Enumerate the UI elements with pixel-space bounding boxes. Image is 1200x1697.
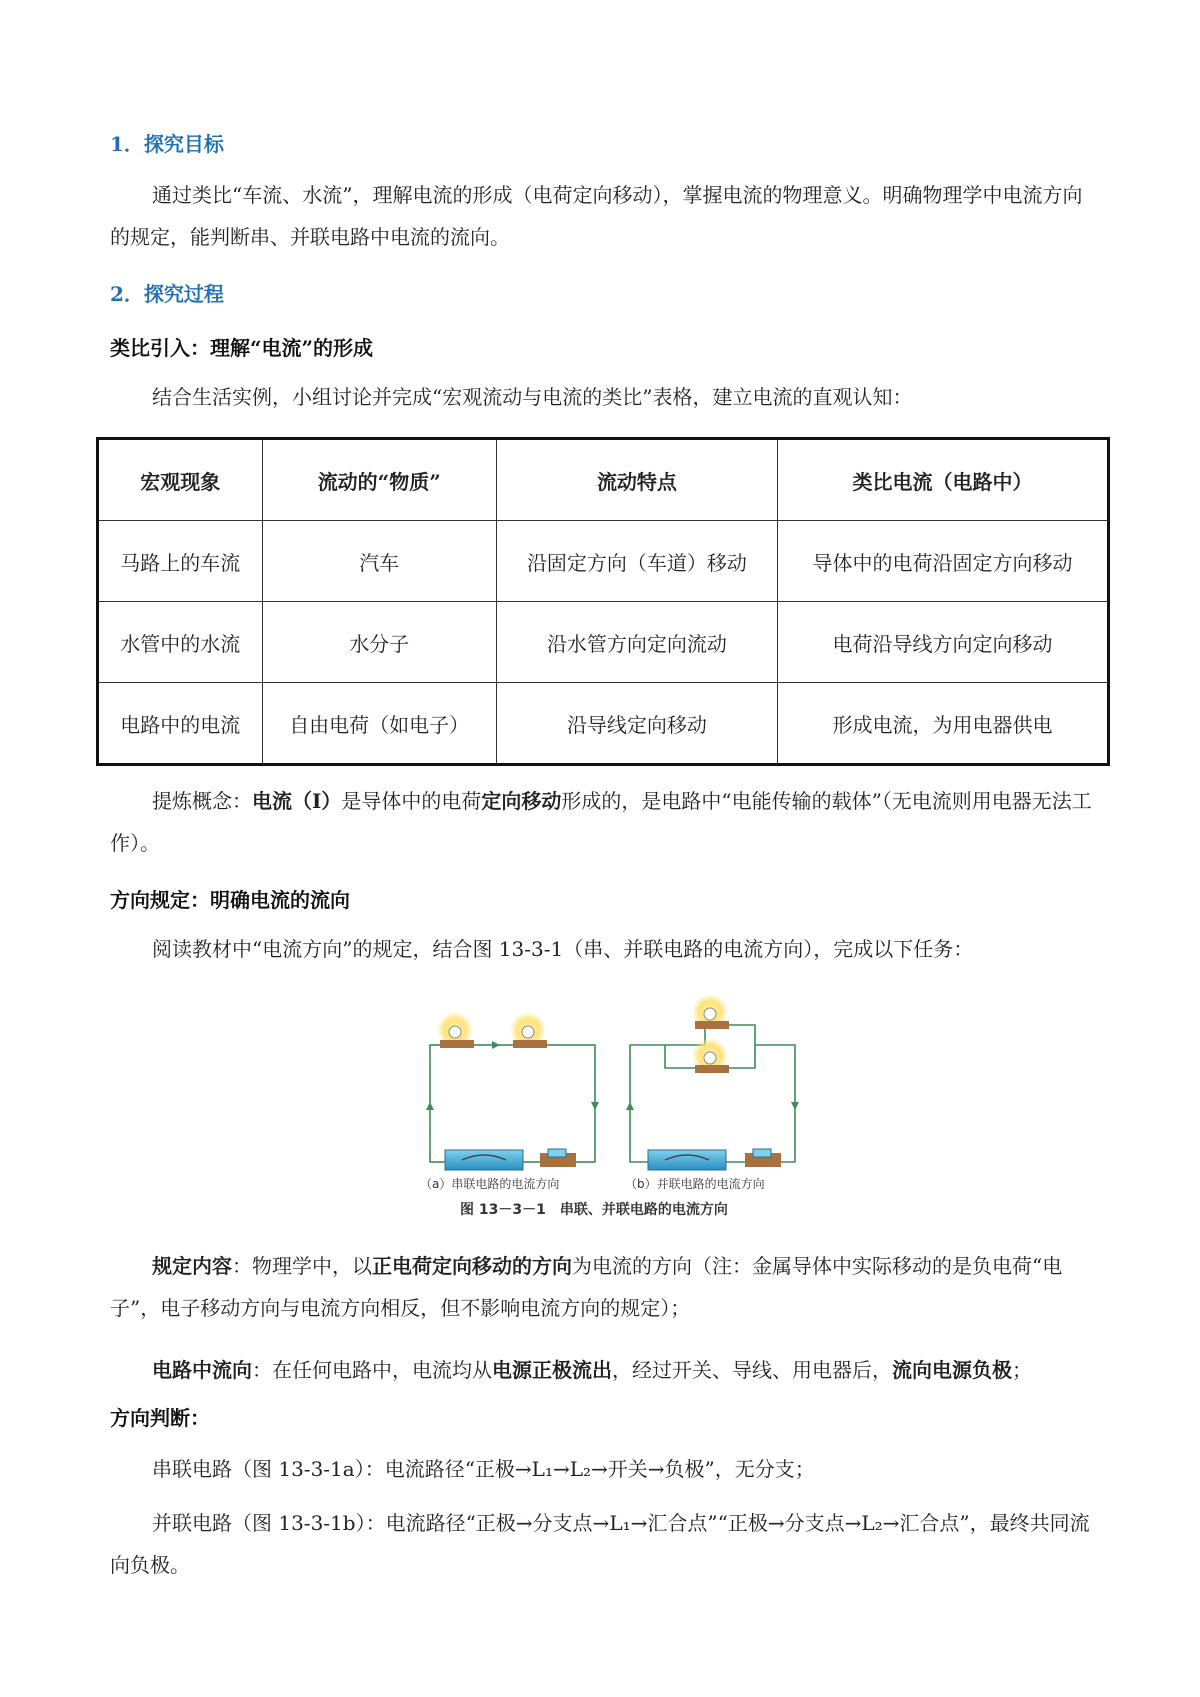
direction-subheading: 方向规定：明确电流的流向 (110, 888, 350, 912)
table-cell: 水分子 (262, 602, 496, 683)
figure-label-a: （a）串联电路的电流方向 (420, 1177, 560, 1191)
rule-paragraph (110, 1245, 1100, 1329)
circuit-figure (400, 990, 840, 1220)
table-cell: 形成电流，为用电器供电 (778, 683, 1109, 765)
table-cell: 水管中的水流 (98, 602, 263, 683)
section-heading-process: 2．探究过程 (110, 282, 224, 306)
flow-lead: 电路中流向 (152, 1358, 252, 1382)
series-circuit-diagram (426, 1012, 599, 1170)
concept-mid: 是导体中的电荷 (341, 789, 482, 813)
table-cell: 电路中的电流 (98, 683, 263, 765)
flow-text: ：在任何电路中，电流均从 (252, 1358, 492, 1382)
parallel-paragraph: 并联电路（图 13-3-1b）：电流路径“正极→分支点→L₁→汇合点”“正极→分支点→L₂→汇合点”，最终共同流向负极。 (110, 1511, 1090, 1577)
direction-intro: 阅读教材中“电流方向”的规定，结合图 13-3-1（串、并联电路的电流方向），完成以下任务： (152, 937, 974, 961)
analogy-intro: 结合生活实例，小组讨论并完成“宏观流动与电流的类比”表格，建立电流的直观认知： (152, 385, 913, 409)
goal-paragraph: 通过类比“车流、水流”，理解电流的形成（电荷定向移动），掌握电流的物理意义。明确物理学中电流方向的规定，能判断串、并联电路中电流的流向。 (110, 183, 1083, 249)
rule-text-rest: 为电流的方向（注：金属导体中实际移动的是负电荷“电子”，电子移动方向与电流方向相反，但不影响电流方向的规定）； (110, 1254, 1063, 1320)
table-row (98, 683, 1109, 765)
flow-bold-2: 流向电源负极 (892, 1358, 1012, 1382)
concept-rest: 形成的，是电路中“电能传输的载体”（无电流则用电器无法工作）。 (110, 789, 1092, 855)
table-cell: 沿导线定向移动 (496, 683, 777, 765)
battery-icon (648, 1150, 726, 1170)
flow-text-3: ； (1012, 1358, 1032, 1382)
table-cell: 汽车 (262, 521, 496, 602)
table-row (98, 521, 1109, 602)
table-header-cell: 流动特点 (496, 439, 777, 521)
flow-text-2: ，经过开关、导线、用电器后， (612, 1358, 892, 1382)
flow-bold-1: 电源正极流出 (492, 1358, 612, 1382)
rule-bold: 正电荷定向移动的方向 (372, 1254, 572, 1278)
table-cell: 自由电荷（如电子） (262, 683, 496, 765)
rule-lead: 规定内容 (152, 1254, 232, 1278)
concept-paragraph (110, 780, 1100, 864)
flow-paragraph (110, 1349, 1100, 1391)
series-paragraph: 串联电路（图 13-3-1a）：电流路径“正极→L₁→L₂→开关→负极”，无分支； (152, 1457, 815, 1481)
judge-subheading: 方向判断： (110, 1406, 210, 1430)
analogy-table (96, 437, 1110, 766)
section-heading-goal: 1．探究目标 (110, 132, 224, 156)
concept-term: 电流（I） (252, 789, 342, 813)
table-cell: 沿固定方向（车道）移动 (496, 521, 777, 602)
table-cell: 沿水管方向定向流动 (496, 602, 777, 683)
parallel-circuit-diagram (626, 994, 799, 1170)
table-cell: 马路上的车流 (98, 521, 263, 602)
concept-bold: 定向移动 (481, 789, 562, 813)
table-header-row (98, 439, 1109, 521)
figure-label-b: （b）并联电路的电流方向 (625, 1177, 765, 1191)
table-cell: 导体中的电荷沿固定方向移动 (778, 521, 1109, 602)
battery-icon (445, 1150, 523, 1170)
table-row (98, 602, 1109, 683)
concept-lead: 提炼概念： (152, 789, 252, 813)
table-cell: 电荷沿导线方向定向移动 (778, 602, 1109, 683)
analogy-subheading: 类比引入：理解“电流”的形成 (110, 336, 374, 360)
figure-caption: 图 13－3－1 串联、并联电路的电流方向 (460, 1202, 728, 1218)
table-header-cell: 宏观现象 (98, 439, 263, 521)
table-header-cell: 类比电流（电路中） (778, 439, 1109, 521)
table-header-cell: 流动的“物质” (262, 439, 496, 521)
rule-text: ：物理学中，以 (232, 1254, 372, 1278)
